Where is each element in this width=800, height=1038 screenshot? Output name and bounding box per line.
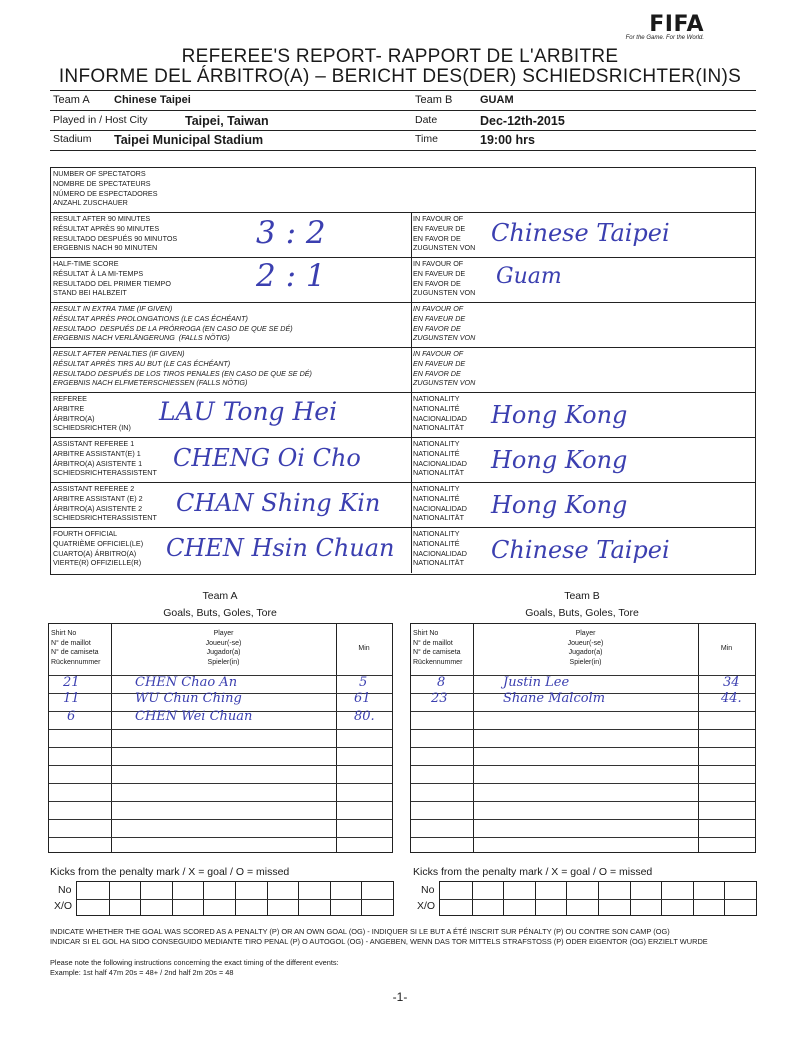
footer-instruction-3: Please note the following instructions concerning the exact timing of the different events: [50,958,339,967]
min-column-header: Min [720,645,733,652]
goal-player: Shane Malcolm [503,691,606,706]
info-row-half-time [51,258,755,303]
team-a-goals-title: Team A [202,590,238,602]
fourth-official-name: CHEN Hsin Chuan [166,534,395,562]
player-column-header: Player Joueur(-se) Jugador(a) Spieler(in) [205,630,242,666]
info-labels: ASSISTANT REFEREE 2 ARBITRE ASSISTANT (E) 2 ÁRBITRO(A) ASISTENTE 2 SCHIEDSRICHTERASSISTENT [53,484,157,523]
fifa-logo [626,12,704,41]
header-divider [50,90,756,91]
fifa-logo-text: FIFA [649,12,704,37]
goal-shirt: 21 [63,675,80,690]
info-row-assistant-1 [51,438,755,483]
team-a-goals-subtitle: Goals, Buts, Goles, Tore [163,607,277,619]
page-number: -1- [392,990,408,1004]
goal-row [49,693,392,707]
info-labels: FOURTH OFFICIAL QUATRIÈME OFFICIEL(LE) CUARTO(A) ÁRBITRO(A) VIERTE(R) OFFIZIELLE(R) [53,529,144,568]
fifa-tagline: For the Game. For the World. [625,35,704,41]
date-label: Date [415,114,438,126]
assistant-2-nationality: Hong Kong [491,491,628,519]
goal-shirt: 23 [431,691,448,706]
info-labels: RESULT IN EXTRA TIME (IF GIVEN) RÉSULTAT APRÈS PROLONGATIONS (LE CAS ÉCHÉANT) RESULTADO DESPUÉS DE LA PRÓRROGA (EN CASO DE QUE SE DÉ) ERGEBNIS NACH VERLÄNGERUNG (FALLS NÖTIG) [53,304,293,343]
info-right-labels: NATIONALITY NATIONALITÉ NACIONALIDAD NATIONALITÄT [413,394,467,433]
goal-player: CHEN Chao An [135,675,238,690]
info-labels: REFEREE ARBITRE ÁRBITRO(A) SCHIEDSRICHTER (IN) [53,394,131,433]
goal-shirt: 6 [67,709,76,724]
info-row-extra-time [51,303,755,348]
header-divider [50,150,756,151]
played-value: Taipei, Taiwan [185,114,269,128]
team-b-value: GUAM [480,94,514,106]
goal-row [411,693,755,707]
time-value: 19:00 hrs [480,133,535,147]
info-labels: RESULT AFTER 90 MINUTES RÉSULTAT APRÈS 90 MINUTES RESULTADO DESPUÉS 90 MINUTOS ERGEBNIS NACH 90 MINUTEN [53,214,178,253]
goal-minute: 80. [354,709,375,724]
result-90-score: 3 : 2 [256,215,326,251]
column-divider [698,624,699,852]
column-divider [411,258,412,302]
info-labels: NUMBER OF SPECTATORS NOMBRE DE SPECTATEURS NÚMERO DE ESPECTADORES ANZAHL ZUSCHAUER [53,169,158,208]
team-b-goals-title: Team B [564,590,600,602]
team-a-penalty-title: Kicks from the penalty mark / X = goal / O = missed [50,866,290,878]
team-b-penalty-no-label: No [421,884,435,896]
goal-row [49,711,392,725]
info-right-labels: NATIONALITY NATIONALITÉ NACIONALIDAD NATIONALITÄT [413,439,467,478]
report-title-line1: REFEREE'S REPORT- RAPPORT DE L'ARBITRE [181,46,619,67]
info-row-penalties [51,348,755,393]
referee-name: LAU Tong Hei [159,397,338,426]
team-a-penalty-grid [76,881,394,916]
goal-minute: 5 [359,675,368,690]
info-labels: HALF-TIME SCORE RÉSULTAT À LA MI-TEMPS RESULTADO DEL PRIMER TIEMPO STAND BEI HALBZEIT [53,259,171,298]
column-divider [411,348,412,392]
info-right-labels: IN FAVOUR OF EN FAVEUR DE EN FAVOR DE ZUGUNSTEN VON [413,214,476,253]
goal-player: Justin Lee [503,675,570,690]
half-time-favour: Guam [496,264,562,289]
info-row-spectators [51,168,755,213]
date-value: Dec-12th-2015 [480,114,565,128]
team-b-label: Team B [415,94,453,106]
stadium-value: Taipei Municipal Stadium [114,133,264,147]
footer-example: Example: 1st half 47m 20s = 48+ / 2nd half 2m 20s = 48 [50,968,234,977]
info-right-labels: NATIONALITY NATIONALITÉ NACIONALIDAD NATIONALITÄT [413,529,467,568]
column-divider [411,483,412,527]
team-a-penalty-no-label: No [58,884,72,896]
footer-instruction-2: INDICAR SI EL GOL HA SIDO CONSEGUIDO MEDIANTE TIRO PENAL (P) O AUTOGOL (OG) - ANGEBEN, WENN DAS TOR MITTELS STRAFSTOSS (P) ODER EIGENTOR (OG) ERZIELT WURDE [50,937,708,946]
half-time-score: 2 : 1 [256,258,326,294]
team-b-goals-subtitle: Goals, Buts, Goles, Tore [525,607,639,619]
team-a-label: Team A [53,94,90,106]
assistant-2-name: CHAN Shing Kin [176,489,381,517]
goal-minute: 34 [723,675,740,690]
goal-row [49,677,392,691]
column-divider [411,213,412,257]
column-divider [411,528,412,573]
match-info-box [50,167,756,575]
goal-minute: 44. [721,691,742,706]
team-b-penalty-xo-label: X/O [417,900,436,912]
column-divider [411,303,412,347]
info-row-result-90 [51,213,755,258]
info-row-referee [51,393,755,438]
goal-minute: 61 [354,691,371,706]
team-b-penalty-title: Kicks from the penalty mark / X = goal / O = missed [413,866,653,878]
info-right-labels: IN FAVOUR OF EN FAVEUR DE EN FAVOR DE ZUGUNSTEN VON [413,259,476,298]
info-labels: RESULT AFTER PENALTIES (IF GIVEN) RÉSULTAT APRÈS TIRS AU BUT (LE CAS ÉCHÉANT) RESULTADO DESPUÉS DE LOS TIROS PENALES (EN CASO DE QUE SE DÉ) ERGEBNIS NACH ELFMETERSCHIESSEN (FALLS NÖTIG) [53,349,312,388]
info-labels: ASSISTANT REFEREE 1 ARBITRE ASSISTANT(E) 1 ÁRBITRO(A) ASISTENTE 1 SCHIEDSRICHTERASSISTENT [53,439,157,478]
result-90-favour: Chinese Taipei [491,219,670,247]
team-a-goals-table [48,623,393,853]
played-label: Played in / Host City [53,114,148,126]
goal-row [411,677,755,691]
column-divider [411,438,412,482]
team-b-penalty-grid [439,881,757,916]
shirt-column-header: Shirt No N° de maillot N° de camiseta Rückennummer [51,630,101,666]
min-column-header: Min [358,645,370,652]
fourth-official-nationality: Chinese Taipei [491,536,670,564]
header-divider [50,130,756,131]
column-divider [411,393,412,437]
info-right-labels: IN FAVOUR OF EN FAVEUR DE EN FAVOR DE ZUGUNSTEN VON [413,349,476,388]
goal-shirt: 11 [63,691,80,706]
shirt-column-header: Shirt No N° de maillot N° de camiseta Rückennummer [413,630,463,666]
stadium-label: Stadium [53,133,92,145]
team-a-penalty-xo-label: X/O [54,900,73,912]
team-a-value: Chinese Taipei [114,94,191,106]
info-row-fourth-official [51,528,755,573]
penalty-grid-divider [440,899,756,900]
info-right-labels: NATIONALITY NATIONALITÉ NACIONALIDAD NATIONALITÄT [413,484,467,523]
goal-shirt: 8 [437,675,446,690]
column-divider [336,624,337,852]
report-title-line2: INFORME DEL ÁRBITRO(A) – BERICHT DES(DER) SCHIEDSRICHTER(IN)S [58,66,742,87]
assistant-1-name: CHENG Oi Cho [173,444,361,472]
footer-instruction-1: INDICATE WHETHER THE GOAL WAS SCORED AS A PENALTY (P) OR AN OWN GOAL (OG) - INDIQUER SI LE BUT A ÉTÉ INSCRIT SUR PÉNALTY (P) OU CONTRE SON CAMP (OG) [50,927,670,936]
info-row-assistant-2 [51,483,755,528]
goal-player: WU Chun Ching [135,691,242,706]
header-divider [50,110,756,111]
info-right-labels: IN FAVOUR OF EN FAVEUR DE EN FAVOR DE ZUGUNSTEN VON [413,304,476,343]
goal-player: CHEN Wei Chuan [135,709,253,724]
penalty-grid-divider [77,899,393,900]
assistant-1-nationality: Hong Kong [491,446,628,474]
time-label: Time [415,133,438,145]
referee-nationality: Hong Kong [491,401,628,429]
player-column-header: Player Joueur(-se) Jugador(a) Spieler(in) [567,630,604,666]
team-b-goals-table [410,623,756,853]
